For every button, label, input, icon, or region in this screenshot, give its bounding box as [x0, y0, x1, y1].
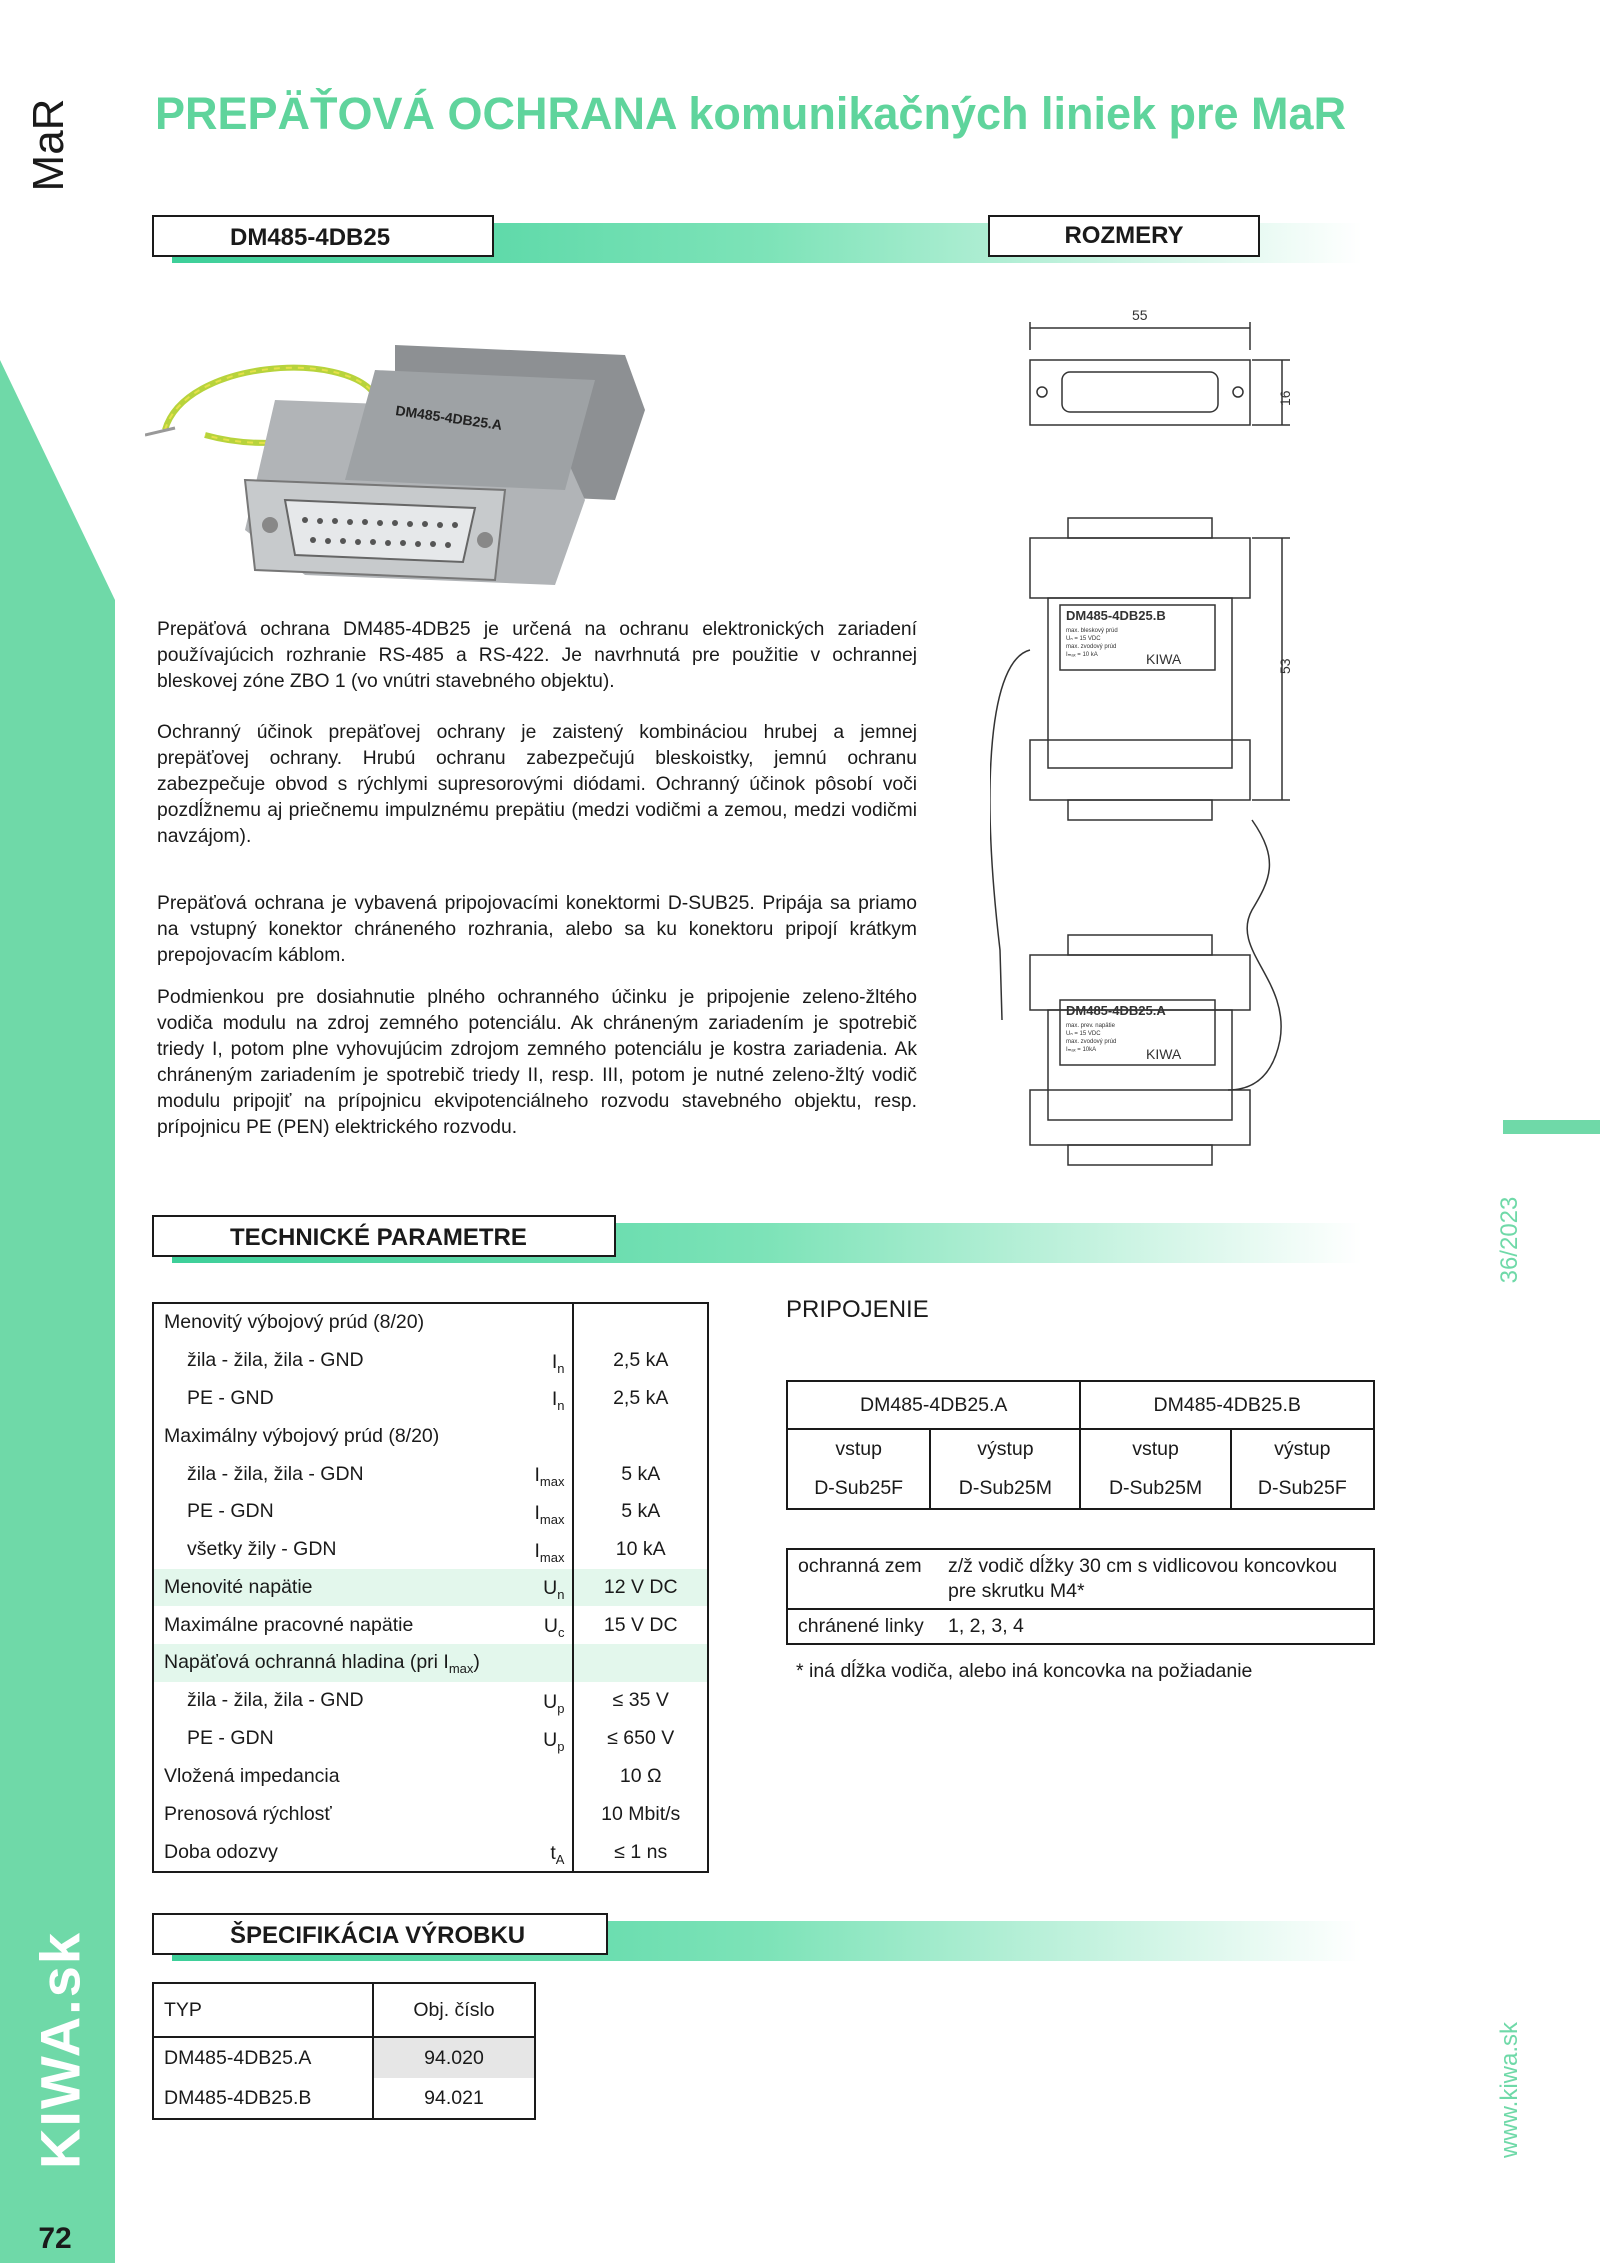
tech-param-symbol: $I_{max}$: [534, 1501, 565, 1527]
spec-type: DM485-4DB25.A: [164, 2046, 312, 2069]
tech-param-row: [153, 1644, 708, 1682]
tech-param-value: 15 V DC: [573, 1606, 708, 1644]
connection-connector: D-Sub25M: [930, 1469, 1080, 1509]
diagram-small-b-1: max. bleskový prúd: [1066, 628, 1118, 634]
tech-param-row: [153, 1606, 708, 1644]
description-paragraph-4: Podmienkou pre dosiahnutie plného ochranného účinku je pripojenie zeleno-žltého vodiča modulu na zdroj zemného potenciálu. Ak chráneným zariadením je spotrebič triedy I, potom plne vyhovujúcim zdrojom zemného potenciálu je kostra zariadenia. Ak chráneným zariadením je spotrebič triedy II, resp. III, potom je nutné zeleno-žltý vodič modulu pripojiť na prípojnicu ekvipotenciálneho rozvodu stavebného objektu, resp. prípojnicu PE (PEN) elektrického rozvodu.: [157, 987, 917, 1138]
tech-param-row: [153, 1682, 708, 1720]
tech-param-label: všetky žily - GDN $I_{max}$: [187, 1538, 565, 1565]
connection-model-b: DM485-4DB25.B: [1080, 1381, 1374, 1429]
diagram-small-a-1: max. prev. napätie: [1066, 1023, 1115, 1029]
connection-table: [786, 1380, 1375, 1510]
tech-param-symbol: $I_{max}$: [534, 1464, 565, 1490]
connection-io: vstup: [1080, 1429, 1230, 1469]
tech-param-symbol: $U_n$: [543, 1577, 565, 1603]
tech-param-symbol: $U_c$: [543, 1615, 565, 1641]
tech-param-label: Vložená impedancia: [164, 1764, 340, 1787]
brand-logo: KIWA.sk: [28, 1930, 92, 2170]
description-paragraph-3: Prepäťová ochrana je vybavená pripojovacími konektormi D-SUB25. Pripája sa priamo na vstupný konektor chráneného rozhrania, alebo sa ku konektoru pripojí krátkym prepojovacím káblom.: [157, 893, 917, 966]
diagram-label-b: DM485-4DB25.B: [1066, 608, 1166, 623]
tech-param-value: 12 V DC: [573, 1569, 708, 1607]
product-section-title: DM485-4DB25: [152, 215, 494, 257]
page-number: 72: [38, 2222, 72, 2255]
specification-section-header: [152, 1913, 1362, 1961]
tech-param-row: [153, 1569, 708, 1607]
spec-code: 94.021: [373, 2078, 535, 2119]
tech-param-value: 5 kA: [573, 1493, 708, 1531]
tech-param-value: 10 kA: [573, 1531, 708, 1569]
technical-parameters-table: [152, 1302, 709, 1873]
website-label: www.kiwa.sk: [1496, 2021, 1523, 2159]
tech-param-row: [153, 1758, 708, 1796]
dim-width: 55: [1132, 307, 1148, 323]
tech-param-row: [153, 1833, 708, 1872]
connection-model-a: DM485-4DB25.A: [787, 1381, 1080, 1429]
connection-title: PRIPOJENIE: [786, 1296, 929, 1323]
specification-section-title: ŠPECIFIKÁCIA VÝROBKU: [152, 1913, 608, 1955]
tech-param-label: Prenosová rýchlosť: [164, 1802, 332, 1825]
connection-connector: D-Sub25F: [1231, 1469, 1374, 1509]
tech-param-label: PE - GDN $I_{max}$: [187, 1500, 565, 1527]
tech-param-row: [153, 1720, 708, 1758]
tech-param-symbol: $I_n$: [551, 1388, 565, 1414]
spec-type: DM485-4DB25.B: [164, 2086, 312, 2109]
protection-value: 1, 2, 3, 4: [948, 1615, 1024, 1637]
protection-key: ochranná zem: [787, 1549, 938, 1609]
dimension-diagram: [990, 300, 1320, 1190]
spec-code: 94.020: [373, 2037, 535, 2078]
tech-param-symbol: $I_n$: [551, 1350, 565, 1376]
protection-table: [786, 1548, 1375, 1645]
tech-param-value: [573, 1417, 708, 1455]
technical-section-header: [152, 1215, 1362, 1263]
connection-connector: D-Sub25M: [1080, 1469, 1230, 1509]
dimensions-section-title: ROZMERY: [988, 215, 1260, 257]
tech-param-label: žila - žila, žila - GND $U_p$: [187, 1689, 565, 1716]
tech-param-row: [153, 1455, 708, 1493]
tech-param-label: Maximálne pracovné napätie $U_c$: [164, 1613, 565, 1641]
tech-param-row: [153, 1795, 708, 1833]
spec-header-code: Obj. číslo: [373, 1983, 535, 2037]
tech-param-label: Menovitý výbojový prúd (8/20): [164, 1311, 425, 1334]
diagram-small-b-4: Iₘₐₓ = 10 kA: [1066, 652, 1098, 658]
diagram-small-b-3: max. zvodový prúd: [1066, 644, 1117, 650]
dim-depth: 16: [1277, 390, 1293, 406]
tech-param-symbol: $t_A$: [550, 1842, 565, 1867]
tech-param-row: [153, 1531, 708, 1569]
tech-param-row: [153, 1417, 708, 1455]
side-category-label: MaR: [24, 98, 73, 192]
spec-header-type: TYP: [153, 1983, 373, 2037]
tech-param-value: 5 kA: [573, 1455, 708, 1493]
connection-io: výstup: [1231, 1429, 1374, 1469]
tech-param-label: žila - žila, žila - GND $I_n$: [187, 1349, 565, 1376]
description-paragraph-1: Prepäťová ochrana DM485-4DB25 je určená na ochranu elektronických zariadení používajúcich rozhranie RS-485 a RS-422. Je navrhnutá pre použitie v ochrannej bleskovej zóne ZBO 1 (vo vnútri stavebného objektu).: [157, 619, 917, 692]
diagram-small-a-2: Uₙ = 15 VDC: [1066, 1031, 1101, 1037]
tech-param-value: 2,5 kA: [573, 1342, 708, 1380]
tech-param-label: Doba odozvy $t_A$: [164, 1840, 565, 1867]
left-green-band: [0, 0, 115, 2263]
tech-param-symbol: $U_p$: [543, 1728, 565, 1754]
diagram-brand-b: KIWA: [1146, 651, 1182, 667]
tech-param-row: [153, 1342, 708, 1380]
diagram-brand-a: KIWA: [1146, 1046, 1182, 1062]
tech-param-value: ≤ 1 ns: [573, 1833, 708, 1872]
tech-param-value: 10 Mbit/s: [573, 1795, 708, 1833]
diagram-small-a-3: max. zvodový prúd: [1066, 1039, 1117, 1045]
tech-param-row: [153, 1493, 708, 1531]
specification-table: [152, 1982, 536, 2120]
diagram-label-a: DM485-4DB25.A: [1066, 1003, 1166, 1018]
technical-section-title: TECHNICKÉ PARAMETRE: [152, 1215, 616, 1257]
tech-param-value: ≤ 650 V: [573, 1720, 708, 1758]
tech-param-label: žila - žila, žila - GDN $I_{max}$: [187, 1462, 565, 1490]
tech-param-label: Menovité napätie $U_n$: [153, 1569, 573, 1607]
connection-io: vstup: [835, 1438, 882, 1460]
description-paragraph-2: Ochranný účinok prepäťovej ochrany je zaistený kombináciou hrubej a jemnej prepäťovej ochrany. Hrubú ochranu zabezpečujú bleskoistky, jemnú ochranu zabezpečuje obvod s rýchlymi supresorovými diódami. Ochranný účinok pôsobí voči pozdĺžnemu aj priečnemu impulznému prepätiu (medzi vodičmi a zemou, medzi vodičmi navzájom).: [157, 722, 917, 847]
tech-param-label: PE - GND $I_n$: [187, 1386, 565, 1414]
edition-label: 36/2023: [1496, 1196, 1523, 1284]
tech-param-value: 10 Ω: [573, 1758, 708, 1796]
connection-io: výstup: [930, 1429, 1080, 1469]
protection-value: z/ž vodič dĺžky 30 cm s vidlicovou koncovkou pre skrutku M4*: [938, 1549, 1374, 1609]
tech-param-label: Napäťová ochranná hladina (pri $I_{max}$): [153, 1644, 573, 1682]
right-edge-tab: [1503, 1120, 1600, 1134]
protection-note: * iná dĺžka vodiča, alebo iná koncovka na požiadanie: [796, 1660, 1253, 1682]
product-photo: [145, 340, 690, 590]
tech-param-row: [153, 1380, 708, 1418]
tech-param-value: 2,5 kA: [573, 1380, 708, 1418]
protection-key: chránené linky: [798, 1615, 924, 1637]
tech-param-label: PE - GDN $U_p$: [187, 1727, 565, 1754]
tech-param-row: [153, 1303, 708, 1342]
tech-param-symbol: $U_p$: [543, 1690, 565, 1716]
photo-label: DM485-4DB25.A: [394, 402, 504, 433]
tech-param-label: Maximálny výbojový prúd (8/20): [164, 1424, 440, 1447]
tech-param-value: [573, 1303, 708, 1342]
connection-connector: D-Sub25F: [814, 1477, 904, 1499]
diagram-small-a-4: Iₘₐₓ = 10kA: [1066, 1047, 1097, 1053]
page-title: PREPÄŤOVÁ OCHRANA komunikačných liniek pre MaR: [155, 88, 1347, 139]
tech-param-symbol: $I_{max}$: [534, 1539, 565, 1565]
tech-param-value: [573, 1644, 708, 1682]
diagram-small-b-2: Uₙ = 15 VDC: [1066, 636, 1101, 642]
tech-param-value: ≤ 35 V: [573, 1682, 708, 1720]
dim-height: 53: [1277, 658, 1293, 674]
